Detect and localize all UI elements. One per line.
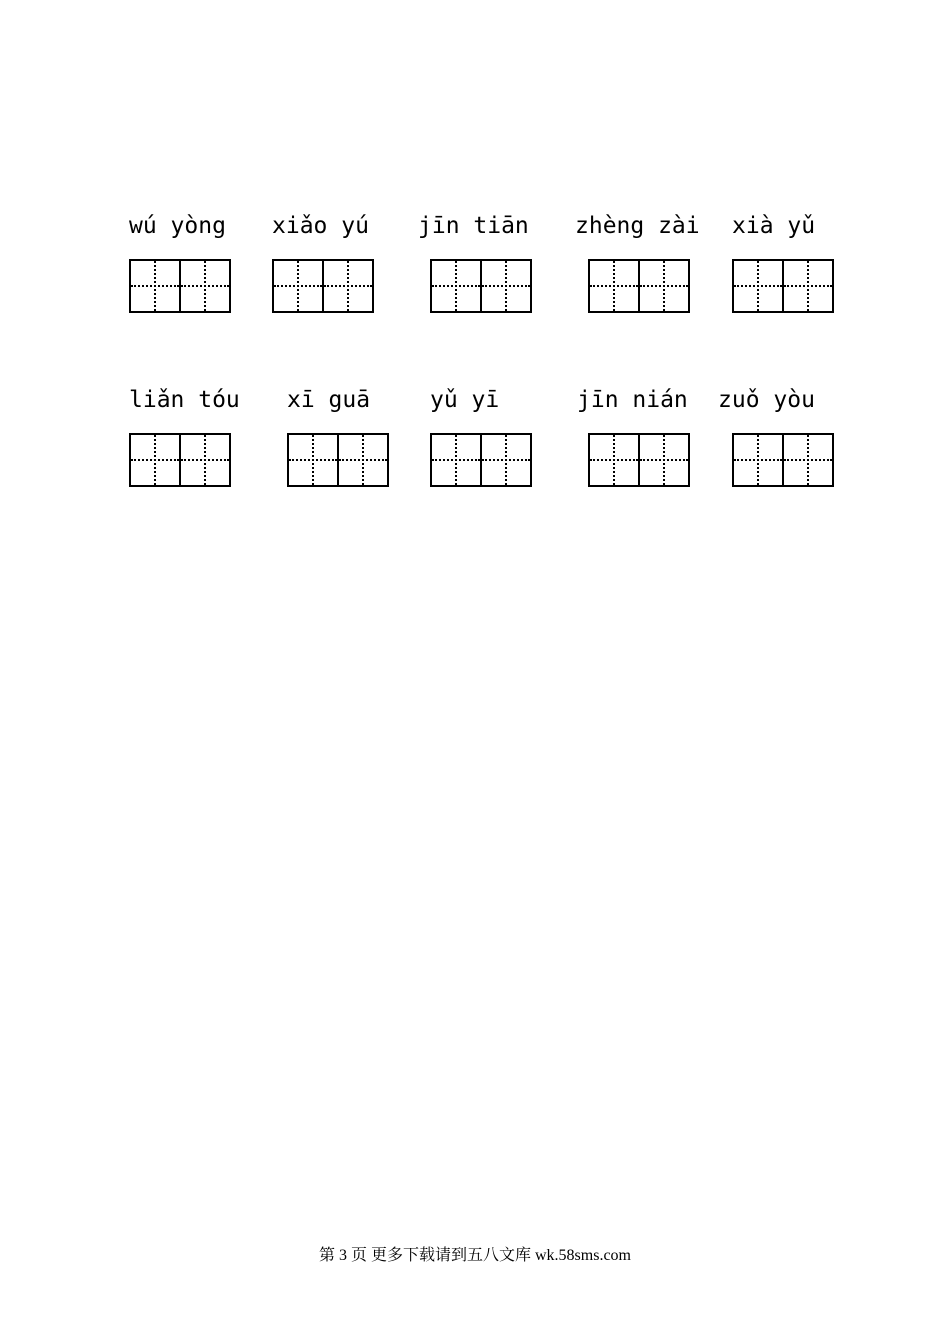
tian-zi-cell[interactable] xyxy=(430,433,482,487)
pinyin-label: xià yǔ xyxy=(732,213,816,239)
pinyin-label: zuǒ yòu xyxy=(718,387,815,413)
pinyin-label: liǎn tóu xyxy=(129,387,240,413)
pinyin-label: zhèng zài xyxy=(575,213,700,239)
page-footer: 第 3 页 更多下载请到五八文库 wk.58sms.com xyxy=(318,1247,631,1264)
writing-grid[interactable] xyxy=(287,433,389,485)
writing-grid[interactable] xyxy=(430,259,532,311)
tian-zi-cell[interactable] xyxy=(129,259,181,313)
pinyin-label: xī guā xyxy=(287,387,371,413)
tian-zi-cell[interactable] xyxy=(588,259,640,313)
tian-zi-cell[interactable] xyxy=(272,259,324,313)
tian-zi-cell[interactable] xyxy=(732,433,784,487)
writing-grid[interactable] xyxy=(430,433,532,485)
pinyin-label: wú yòng xyxy=(129,213,226,239)
pinyin-label: yǔ yī xyxy=(430,387,500,413)
writing-grid[interactable] xyxy=(588,433,690,485)
tian-zi-cell[interactable] xyxy=(732,259,784,313)
writing-grid[interactable] xyxy=(129,259,231,311)
writing-grid[interactable] xyxy=(272,259,374,311)
tian-zi-cell[interactable] xyxy=(640,433,690,487)
tian-zi-cell[interactable] xyxy=(324,259,374,313)
writing-grid[interactable] xyxy=(732,259,834,311)
tian-zi-cell[interactable] xyxy=(181,433,231,487)
tian-zi-cell[interactable] xyxy=(482,433,532,487)
tian-zi-cell[interactable] xyxy=(784,259,834,313)
tian-zi-cell[interactable] xyxy=(482,259,532,313)
tian-zi-cell[interactable] xyxy=(640,259,690,313)
tian-zi-cell[interactable] xyxy=(181,259,231,313)
pinyin-label: xiǎo yú xyxy=(272,213,369,239)
writing-grid[interactable] xyxy=(129,433,231,485)
tian-zi-cell[interactable] xyxy=(784,433,834,487)
writing-grid[interactable] xyxy=(732,433,834,485)
tian-zi-cell[interactable] xyxy=(588,433,640,487)
tian-zi-cell[interactable] xyxy=(129,433,181,487)
pinyin-label: jīn nián xyxy=(577,387,688,413)
tian-zi-cell[interactable] xyxy=(287,433,339,487)
tian-zi-cell[interactable] xyxy=(339,433,389,487)
pinyin-label: jīn tiān xyxy=(418,213,529,239)
writing-grid[interactable] xyxy=(588,259,690,311)
tian-zi-cell[interactable] xyxy=(430,259,482,313)
